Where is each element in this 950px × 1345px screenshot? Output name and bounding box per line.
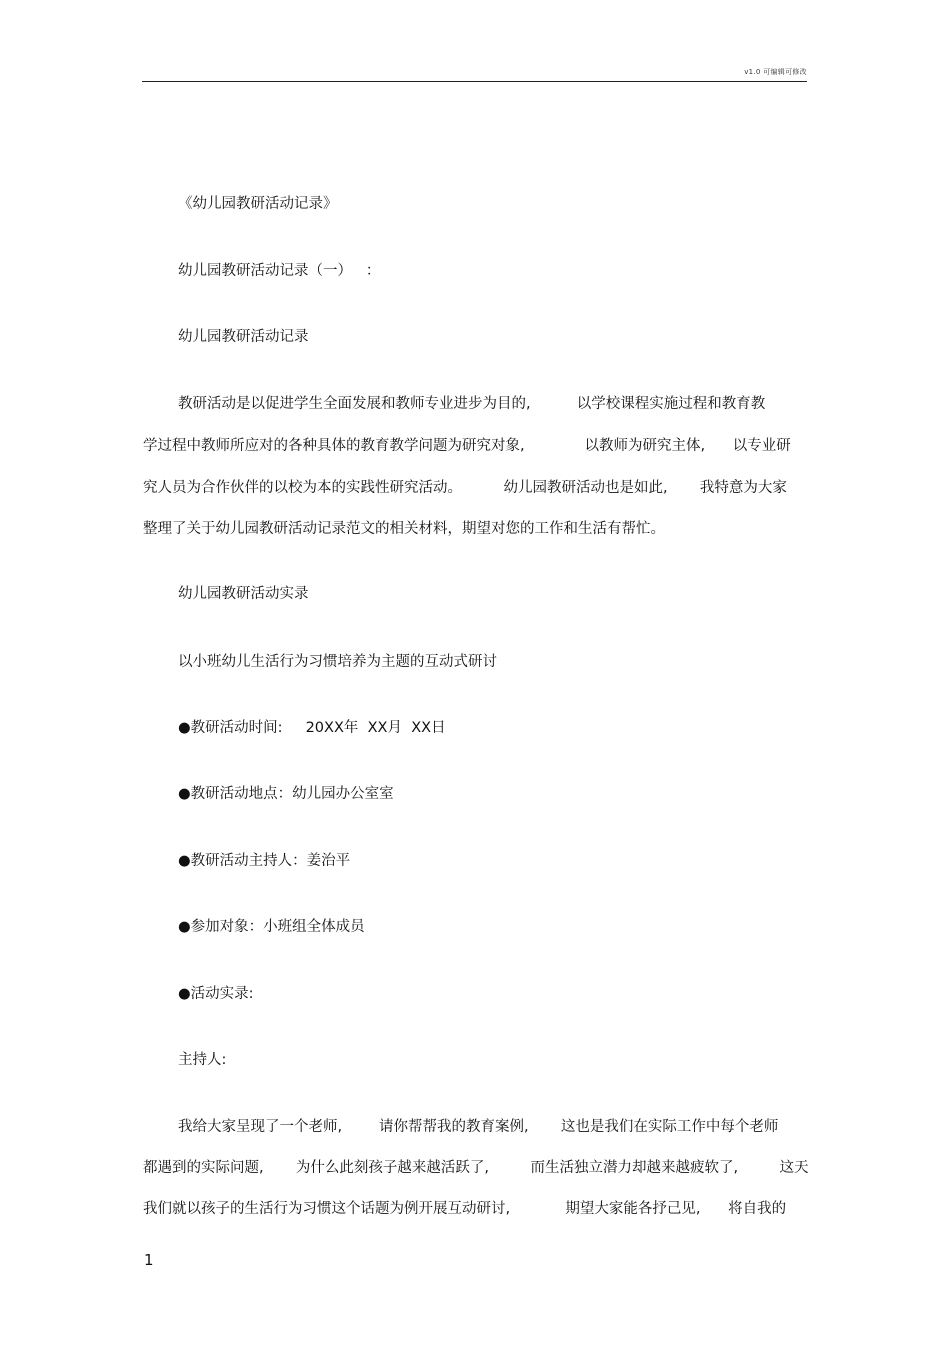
intro-line: 教研活动是以促进学生全面发展和教师专业进步为目的, 以学校课程实施过程和教育教 <box>178 396 766 412</box>
subtitle-two: 幼儿园教研活动记录 <box>178 329 309 345</box>
body-line: 都遇到的实际问题, 为什么此刻孩子越来越活跃了, 而生活独立潜力却越来越疲软了, 这天 <box>143 1160 809 1176</box>
section-title: 幼儿园教研活动实录 <box>178 586 309 602</box>
bullet-host: ●教研活动主持人：姜治平 <box>178 853 351 869</box>
bullet-participants: ●参加对象：小班组全体成员 <box>178 919 365 935</box>
subtitle-one: 幼儿园教研活动记录（一） ： <box>178 263 381 279</box>
body-line: 我们就以孩子的生活行为习惯这个话题为例开展互动研讨, 期望大家能各抒己见, 将自我的 <box>143 1201 787 1217</box>
bullet-record: ●活动实录: <box>178 986 254 1002</box>
document-title: 《幼儿园教研活动记录》 <box>178 196 338 212</box>
header-label: v1.0 可编辑可修改 <box>744 68 807 76</box>
host-label: 主持人: <box>178 1052 227 1068</box>
bullet-time: ●教研活动时间: 20XX年 XX月 XX日 <box>178 720 446 736</box>
intro-line: 学过程中教师所应对的各种具体的教育教学问题为研究对象, 以教师为研究主体, 以专业研 <box>143 438 791 454</box>
bullet-place: ●教研活动地点：幼儿园办公室室 <box>178 786 394 802</box>
topic-line: 以小班幼儿生活行为习惯培养为主题的互动式研讨 <box>178 654 497 670</box>
intro-line: 整理了关于幼儿园教研活动记录范文的相关材料，期望对您的工作和生活有帮忙。 <box>143 521 665 537</box>
intro-line: 究人员为合作伙伴的以校为本的实践性研究活动。 幼儿园教研活动也是如此, 我特意为大家 <box>143 480 787 496</box>
body-line: 我给大家呈现了一个老师, 请你帮帮我的教育案例, 这也是我们在实际工作中每个老师 <box>178 1119 779 1135</box>
header-rule <box>142 81 807 82</box>
page-number: 1 <box>144 1251 154 1269</box>
